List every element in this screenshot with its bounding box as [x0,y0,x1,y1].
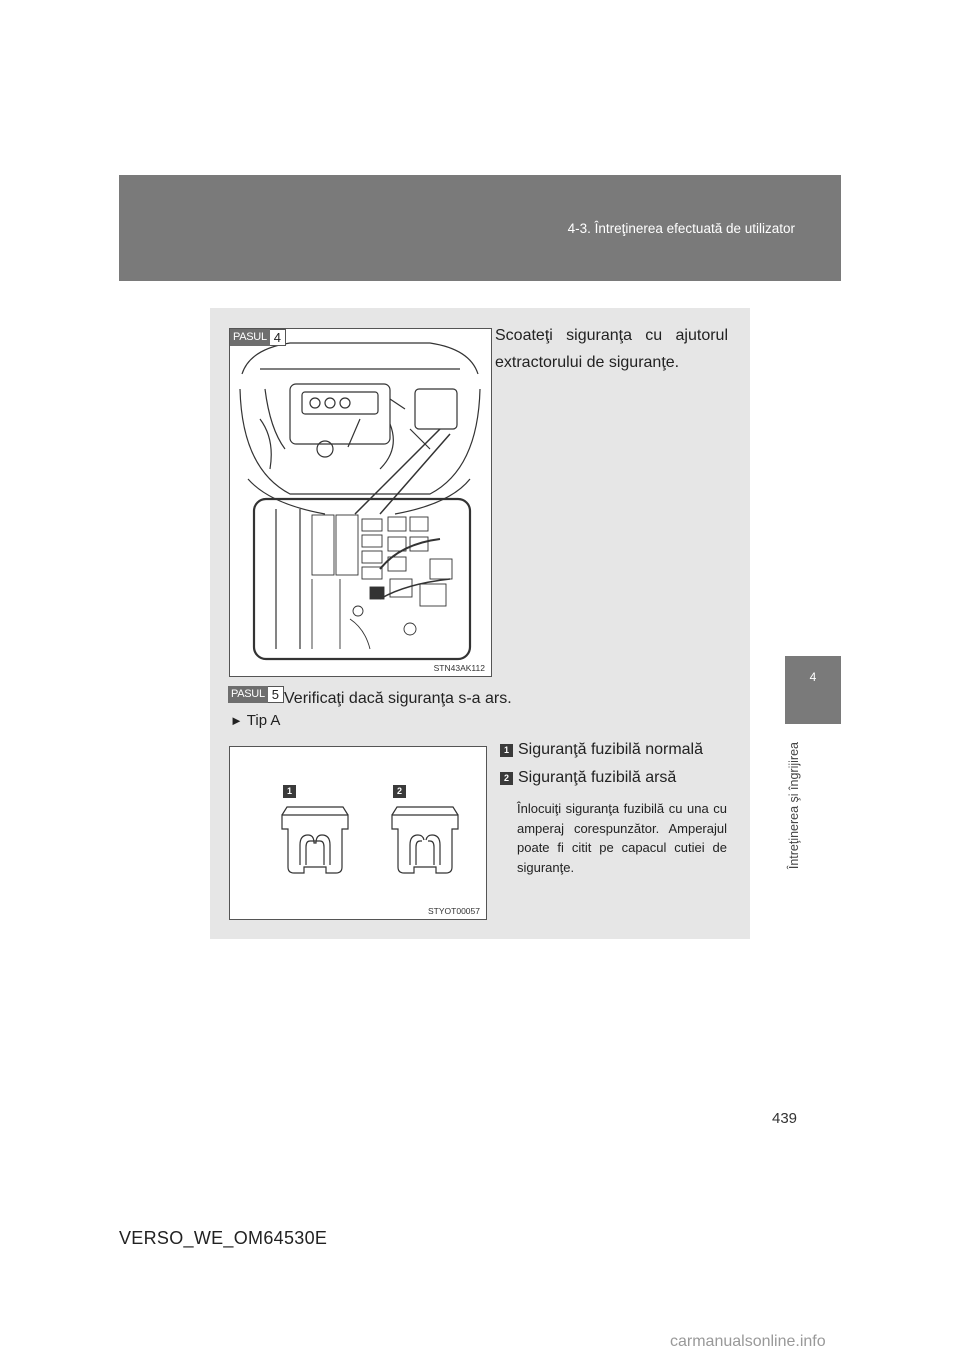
step4-badge [230,329,286,346]
engine-bay-figure [229,328,492,677]
chapter-number: 4 [809,670,817,684]
normal-fuse-icon [282,815,348,873]
legend-text: Siguranţă fuzibilă normală [518,741,703,758]
pointer-arrow-icon: ► [230,713,243,728]
step5-instruction: Verificaţi dacă siguranţa s-a ars. [284,690,512,707]
step4-instruction: Scoateţi siguranţa cu ajutorul extractorului de siguranţe. [495,327,728,371]
type-label [230,712,280,729]
section-title: 4-3. Întreţinerea efectuată de utilizator [567,221,795,236]
step-number: 5 [268,686,284,703]
chapter-title: Întreţinerea şi îngrijirea [787,742,801,870]
legend-item [500,769,676,787]
chapter-tab [785,656,841,724]
figure-code: STN43AK112 [433,663,485,673]
step-number: 4 [270,329,286,346]
legend-text: Siguranţă fuzibilă arsă [518,769,677,786]
chapter-title-vertical [786,742,802,902]
header-band [119,175,841,281]
legend-item [500,741,703,759]
content-panel [210,308,750,939]
callout-1: 1 [283,785,296,798]
fuse-comparison-figure [229,746,487,920]
step5-badge [228,686,284,703]
watermark: carmanualsonline.info [670,1333,826,1350]
page-number: 439 [772,1110,798,1127]
step-label: PASUL [230,329,270,346]
document-code: VERSO_WE_OM64530E [119,1228,328,1248]
callout-2: 2 [393,785,406,798]
replacement-note: Înlocuiţi siguranţa fuzibilă cu una cu amperaj corespunzător. Amperajul poate fi citit pe capacul cutiei de siguranţe. [517,801,727,875]
fuse-illustration [230,747,486,919]
type-text: Tip A [246,712,281,729]
legend-number: 1 [500,744,513,757]
blown-fuse-icon [392,815,458,873]
step-label: PASUL [228,686,268,703]
figure-code: STYOT00057 [428,906,480,916]
legend-number: 2 [500,772,513,785]
engine-bay-illustration [230,329,491,676]
